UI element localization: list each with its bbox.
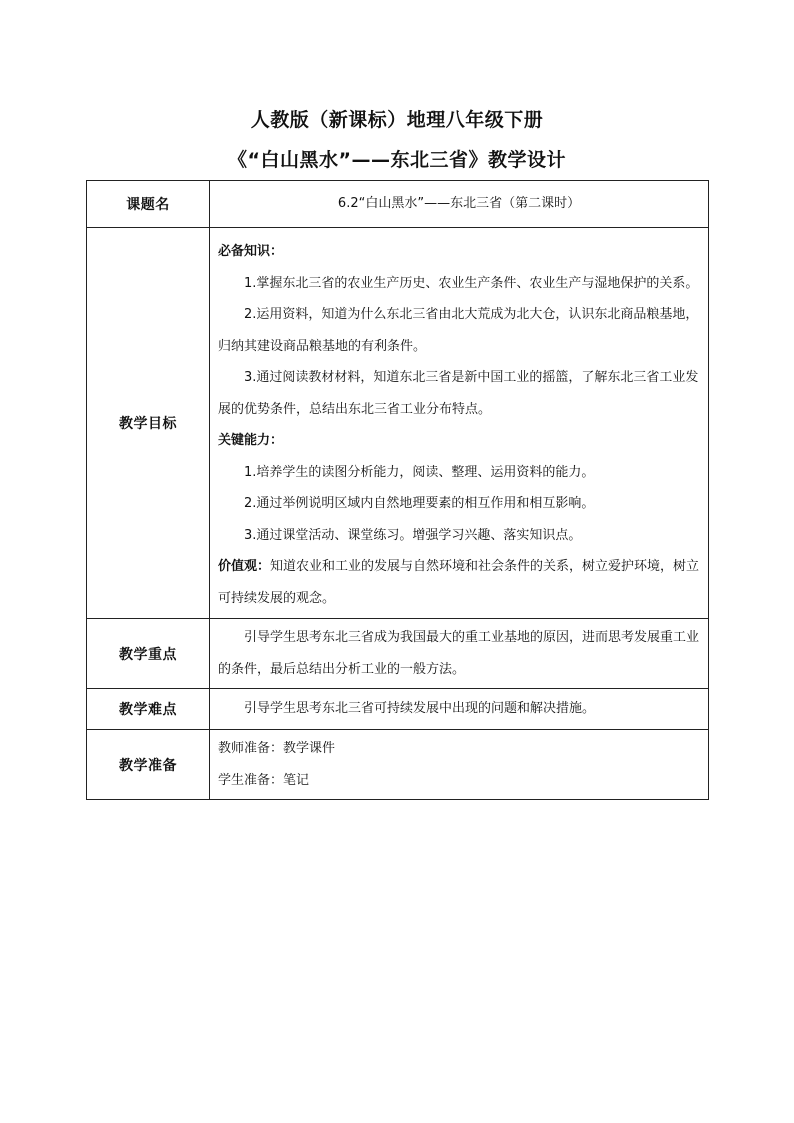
values-text: 知道农业和工业的发展与自然环境和社会条件的关系，树立爱护环境，树立可持续发展的观念。	[218, 559, 700, 606]
key-points-value: 引导学生思考东北三省成为我国最大的重工业基地的原因，进而思考发展重工业的条件，最后总结出分析工业的一般方法。	[210, 619, 709, 689]
ability-item: 3.通过课堂活动、课堂练习。增强学习兴趣、落实知识点。	[244, 527, 582, 543]
values-paragraph	[218, 551, 700, 614]
ability-item: 1.培养学生的读图分析能力，阅读、整理、运用资料的能力。	[244, 464, 595, 480]
table-row	[87, 619, 709, 689]
preparation-content	[210, 730, 709, 800]
knowledge-item: 3.通过阅读教材材料，知道东北三省是新中国工业的摇篮，了解东北三省工业发展的优势条件，总结出东北三省工业分布特点。	[218, 370, 699, 417]
ability-item: 2.通过举例说明区域内自然地理要素的相互作用和相互影响。	[244, 496, 595, 511]
teacher-preparation: 教师准备：教学课件	[218, 741, 336, 756]
ability-heading: 关键能力：	[218, 433, 284, 448]
values-heading: 价值观：	[218, 559, 271, 574]
table-row	[87, 730, 709, 800]
row-label-key-points: 教学重点	[87, 619, 210, 689]
goals-content	[210, 228, 709, 619]
topic-value: 6.2“白山黑水”——东北三省（第二课时）	[210, 181, 709, 228]
lesson-plan-table	[86, 180, 709, 800]
row-label-difficulties: 教学难点	[87, 689, 210, 730]
row-label-topic: 课题名	[87, 181, 210, 228]
student-preparation: 学生准备：笔记	[218, 772, 310, 788]
knowledge-item: 2.运用资料，知道为什么东北三省由北大荒成为北大仓，认识东北商品粮基地，归纳其建设商品粮基地的有利条件。	[218, 307, 699, 354]
table-row	[87, 228, 709, 619]
table-row	[87, 181, 709, 228]
document-series-title: 人教版（新课标）地理八年级下册	[250, 109, 544, 131]
table-row	[87, 689, 709, 730]
row-label-goals: 教学目标	[87, 228, 210, 619]
difficulties-value: 引导学生思考东北三省可持续发展中出现的问题和解决措施。	[210, 689, 709, 730]
row-label-preparation: 教学准备	[87, 730, 210, 800]
knowledge-item: 1.掌握东北三省的农业生产历史、农业生产条件、农业生产与湿地保护的关系。	[244, 275, 699, 291]
knowledge-heading: 必备知识：	[218, 244, 284, 259]
document-title: 《“白山黑水”——东北三省》教学设计	[228, 149, 566, 171]
